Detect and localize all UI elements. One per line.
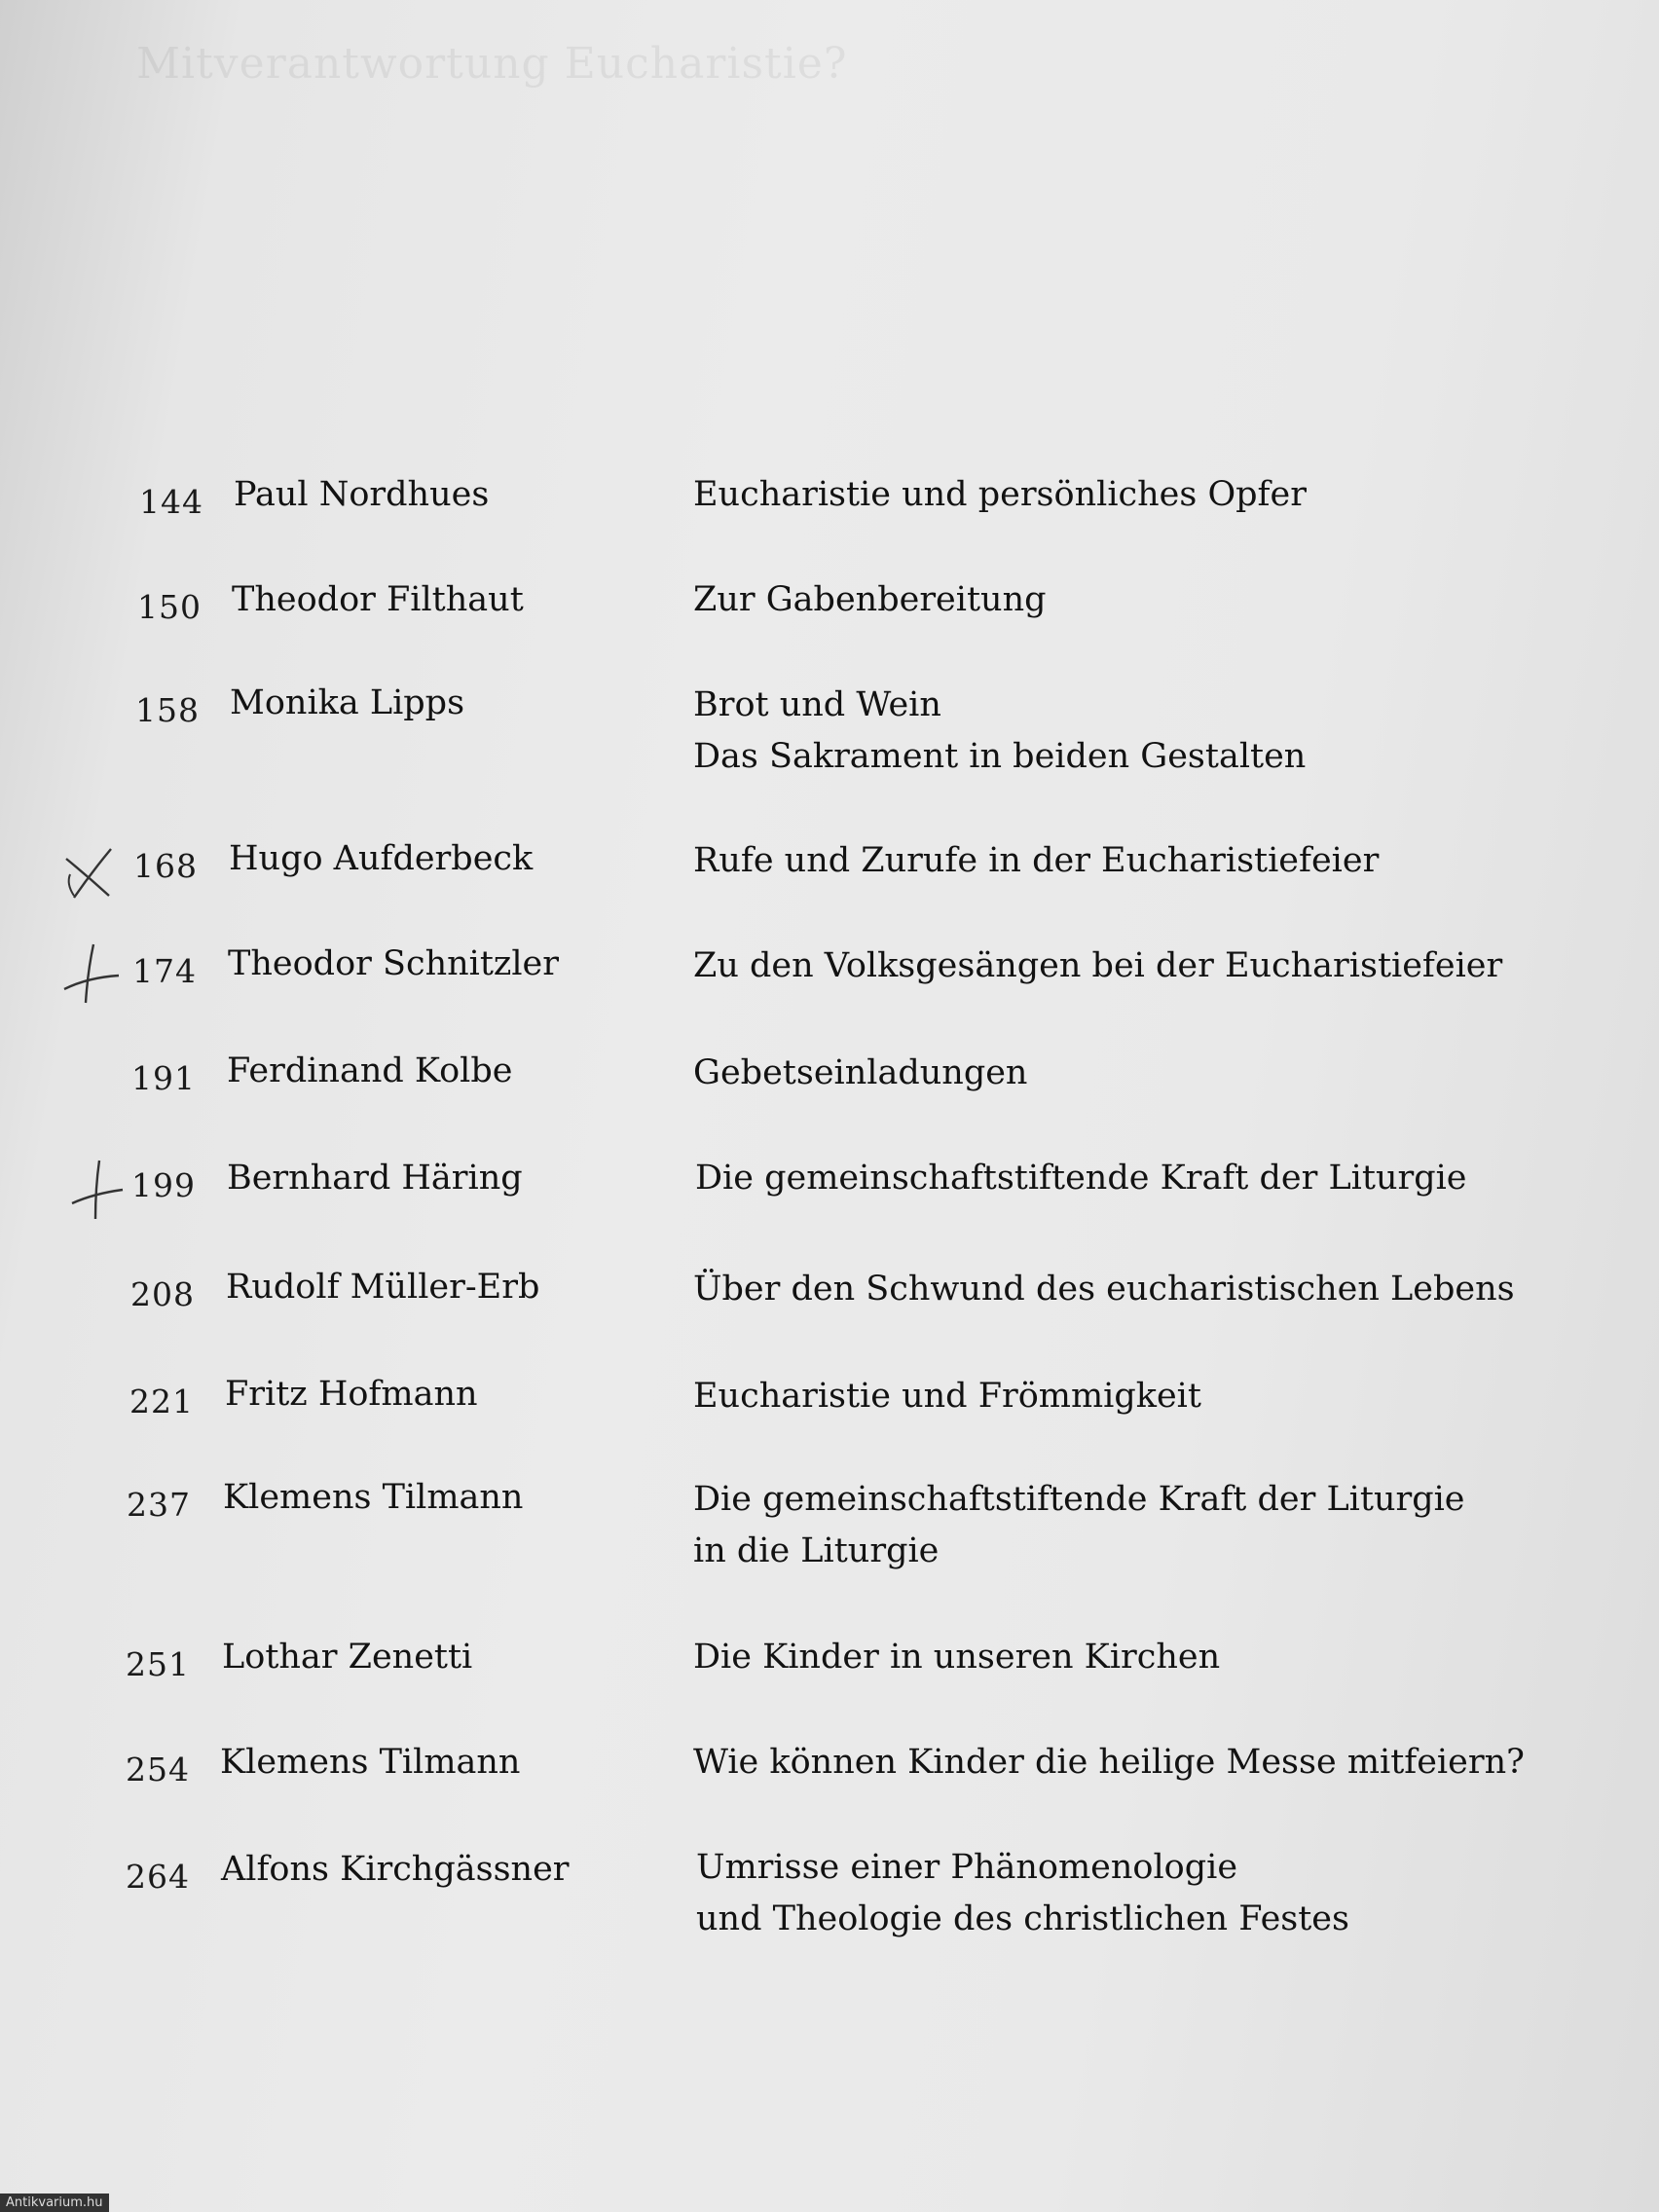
essay-title-line: Die gemeinschaftstiftende Kraft der Liturgie bbox=[695, 1159, 1467, 1198]
author-name: Theodor Schnitzler bbox=[228, 944, 560, 983]
essay-title bbox=[696, 1842, 1349, 1945]
author-name: Alfons Kirchgässner bbox=[221, 1850, 570, 1889]
toc-entry bbox=[0, 580, 1659, 678]
essay-title bbox=[693, 469, 1307, 521]
faint-show-through-title: Mitverantwortung Eucharistie? bbox=[136, 39, 848, 89]
page-number: 221 bbox=[129, 1382, 194, 1420]
author-name: Klemens Tilmann bbox=[223, 1478, 524, 1517]
essay-title-line: Rufe und Zurufe in der Eucharistiefeier bbox=[693, 841, 1380, 880]
essay-title bbox=[693, 1632, 1220, 1683]
essay-title-line: Die gemeinschaftstiftende Kraft der Liturgie bbox=[693, 1480, 1465, 1519]
author-name: Paul Nordhues bbox=[234, 475, 490, 514]
essay-title bbox=[693, 1048, 1027, 1099]
page-number: 254 bbox=[126, 1751, 190, 1788]
toc-entry bbox=[0, 944, 1659, 1042]
page-number: 237 bbox=[127, 1486, 191, 1524]
toc-entry bbox=[0, 1051, 1659, 1149]
author-name: Lothar Zenetti bbox=[222, 1638, 473, 1677]
pencil-check-mark-icon bbox=[58, 939, 127, 1007]
page-number: 251 bbox=[126, 1645, 190, 1683]
toc-entry bbox=[0, 683, 1659, 781]
author-name: Theodor Filthaut bbox=[232, 580, 524, 619]
toc-entry bbox=[0, 1375, 1659, 1472]
page-number: 208 bbox=[130, 1275, 195, 1313]
toc-entry bbox=[0, 1268, 1659, 1365]
essay-title bbox=[693, 940, 1502, 992]
page-number: 191 bbox=[131, 1059, 196, 1097]
essay-title bbox=[693, 1264, 1515, 1315]
essay-title-line: Zur Gabenbereitung bbox=[693, 580, 1047, 619]
page-number: 144 bbox=[139, 483, 203, 521]
toc-entry bbox=[0, 1743, 1659, 1840]
essay-title-line: Die Kinder in unseren Kirchen bbox=[693, 1638, 1221, 1677]
author-name: Bernhard Häring bbox=[227, 1159, 523, 1198]
page-number: 158 bbox=[135, 691, 200, 729]
page-number: 174 bbox=[132, 952, 197, 990]
author-name: Fritz Hofmann bbox=[225, 1375, 478, 1414]
essay-title-line: Über den Schwund des eucharistischen Lebens bbox=[693, 1270, 1515, 1309]
pencil-cross-mark-icon bbox=[58, 837, 127, 905]
author-name: Klemens Tilmann bbox=[220, 1743, 521, 1782]
watermark: Antikvarium.hu bbox=[0, 2194, 109, 2212]
pencil-check-mark-icon bbox=[66, 1155, 134, 1223]
essay-title-line: und Theologie des christlichen Festes bbox=[696, 1899, 1349, 1938]
toc-entry bbox=[0, 1159, 1659, 1256]
author-name: Monika Lipps bbox=[230, 683, 465, 722]
essay-title-line: Eucharistie und persönliches Opfer bbox=[693, 475, 1307, 514]
essay-title-line: Das Sakrament in beiden Gestalten bbox=[693, 737, 1307, 776]
toc-entry bbox=[0, 1478, 1659, 1575]
essay-title-line: Eucharistie und Frömmigkeit bbox=[693, 1377, 1201, 1416]
toc-entry bbox=[0, 1850, 1659, 1947]
page-number: 264 bbox=[126, 1858, 190, 1896]
essay-title-line: Wie können Kinder die heilige Messe mitfeiern? bbox=[693, 1743, 1525, 1782]
essay-title-line: in die Liturgie bbox=[693, 1531, 940, 1570]
essay-title bbox=[693, 1474, 1465, 1577]
essay-title bbox=[693, 680, 1306, 783]
essay-title bbox=[693, 1737, 1525, 1788]
essay-title bbox=[693, 835, 1379, 887]
essay-title bbox=[693, 1371, 1201, 1422]
author-name: Hugo Aufderbeck bbox=[229, 839, 534, 878]
essay-title-line: Umrisse einer Phänomenologie bbox=[696, 1848, 1238, 1887]
essay-title-line: Brot und Wein bbox=[693, 685, 941, 724]
author-name: Ferdinand Kolbe bbox=[227, 1051, 513, 1090]
author-name: Rudolf Müller-Erb bbox=[226, 1268, 540, 1307]
essay-title-line: Gebetseinladungen bbox=[693, 1053, 1028, 1092]
essay-title-line: Zu den Volksgesängen bei der Eucharistiefeier bbox=[693, 946, 1503, 985]
page-number: 199 bbox=[131, 1166, 196, 1204]
toc-entry bbox=[0, 1638, 1659, 1735]
toc-entry bbox=[0, 475, 1659, 572]
page-number: 150 bbox=[137, 588, 202, 626]
essay-title bbox=[693, 574, 1047, 626]
page-number: 168 bbox=[133, 847, 198, 885]
toc-entry bbox=[0, 839, 1659, 937]
essay-title bbox=[695, 1153, 1467, 1204]
